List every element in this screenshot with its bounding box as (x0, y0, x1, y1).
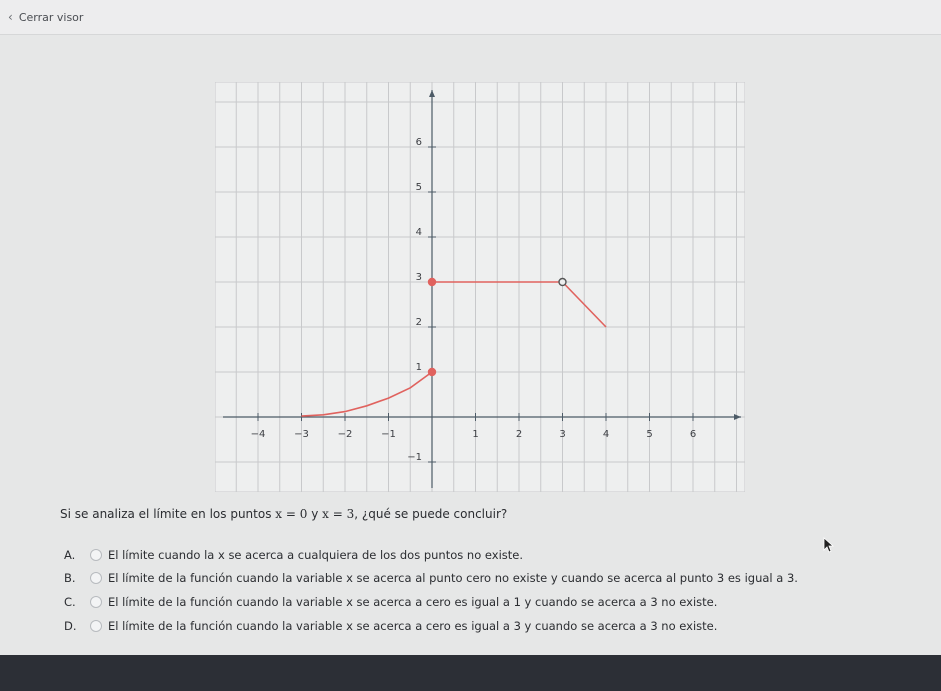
x-tick-label: −1 (381, 429, 396, 440)
option-d-letter: D. (64, 619, 77, 633)
option-b[interactable] (64, 571, 798, 585)
option-c-text: El límite de la función cuando la variable x se acerca a cero es igual a 1 y cuando se acerca a 3 no existe. (108, 595, 718, 609)
option-d-text: El límite de la función cuando la variable x se acerca a cero es igual a 3 y cuando se acerca a 3 no existe. (108, 619, 718, 633)
option-c-letter: C. (64, 595, 76, 609)
option-a-radio[interactable] (90, 549, 102, 561)
open-point-marker (559, 279, 566, 286)
x-tick-label: −4 (250, 429, 266, 440)
y-tick-label: 6 (415, 137, 422, 148)
x-tick-label: 3 (559, 429, 566, 440)
x-tick-label: 6 (689, 429, 697, 440)
question-suffix: , ¿qué se puede concluir? (354, 507, 508, 521)
option-d[interactable] (64, 619, 717, 633)
y-tick-label: 1 (415, 362, 422, 373)
x-tick-label: −3 (294, 429, 309, 440)
function-graph (215, 82, 745, 492)
y-tick-label: 3 (415, 272, 422, 283)
question-expr1: x = 0 (275, 507, 308, 521)
x-tick-label: 4 (602, 429, 610, 440)
y-tick-label: 2 (415, 317, 422, 328)
option-c[interactable] (64, 595, 717, 609)
closed-point-marker (429, 279, 436, 286)
option-a[interactable] (64, 548, 523, 562)
chevron-left-icon: ‹ (8, 10, 13, 24)
x-tick-label: 5 (646, 429, 653, 440)
viewer-stage (0, 35, 941, 655)
close-viewer-button[interactable] (8, 10, 83, 24)
option-c-radio[interactable] (90, 596, 102, 608)
option-d-radio[interactable] (90, 620, 102, 632)
y-tick-label: 5 (415, 182, 422, 193)
question-text (60, 507, 507, 521)
x-tick-label: 1 (472, 429, 479, 440)
mouse-cursor-icon (823, 537, 835, 553)
option-b-letter: B. (64, 571, 76, 585)
closed-point-marker (429, 369, 436, 376)
option-b-text: El límite de la función cuando la variable x se acerca al punto cero no existe y cuando se acerca al punto 3 es igual a 3. (108, 571, 798, 585)
bottom-bar (0, 655, 941, 691)
option-a-text: El límite cuando la x se acerca a cualquiera de los dos puntos no existe. (108, 548, 523, 562)
question-prefix: Si se analiza el límite en los puntos (60, 507, 272, 521)
close-viewer-label: Cerrar visor (18, 10, 84, 24)
y-tick-label: −1 (407, 452, 422, 463)
y-tick-label: 4 (415, 227, 422, 238)
question-conj: y (311, 507, 319, 521)
viewer-topbar (0, 0, 941, 35)
x-tick-label: −2 (337, 429, 353, 440)
x-tick-label: 2 (515, 429, 523, 440)
option-a-letter: A. (64, 548, 76, 562)
option-b-radio[interactable] (90, 572, 102, 584)
question-expr2: x = 3 (322, 507, 355, 521)
